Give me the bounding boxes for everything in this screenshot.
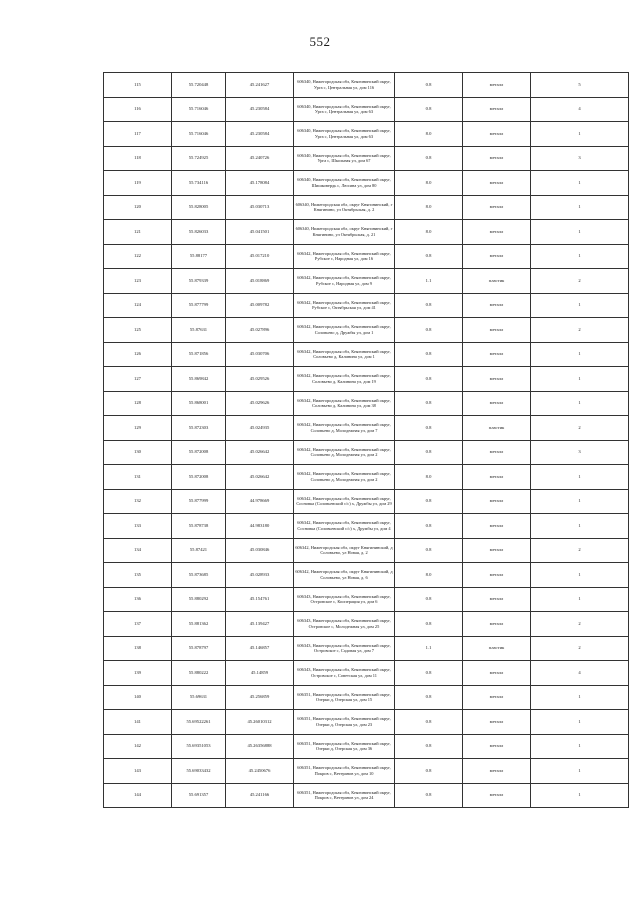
longitude-cell: 45.146857	[226, 636, 294, 661]
volume-cell: 8.0	[395, 563, 463, 588]
table-row	[104, 367, 629, 392]
container-count-cell: 2	[531, 612, 629, 637]
row-number-cell: 121	[104, 220, 172, 245]
material-cell: металл	[463, 220, 531, 245]
volume-cell: 0.8	[395, 489, 463, 514]
address-cell: 606342, Нижегородская обл, Княгининский округ, Рубское с, Октябрьская ул, дом 41	[294, 293, 395, 318]
material-cell: металл	[463, 612, 531, 637]
container-count-cell: 4	[531, 97, 629, 122]
address-cell: 606342, Нижегородская обл, Княгининский округ, Соловьево д, Дружбы ул, дом 1	[294, 318, 395, 343]
material-cell: металл	[463, 514, 531, 539]
address-cell: 606342, Нижегородская обл, округ Княгининский, д Соловьево, ул Новая, д. 6	[294, 563, 395, 588]
volume-cell: 0.8	[395, 783, 463, 808]
longitude-cell: 45.241627	[226, 73, 294, 98]
address-cell: 606342, Нижегородская обл, Княгининский округ, Соловьево д, Калинина ул, дом 38	[294, 391, 395, 416]
material-cell: металл	[463, 318, 531, 343]
row-number-cell: 132	[104, 489, 172, 514]
container-count-cell: 2	[531, 416, 629, 441]
latitude-cell: 55.69631	[172, 685, 226, 710]
material-cell: металл	[463, 587, 531, 612]
address-cell: 606342, Нижегородская обл, Княгининский округ, Соловьево д, Калинина ул, дом 1	[294, 342, 395, 367]
address-cell: 606342, Нижегородская обл, Княгининский округ, Соловьево д, Молодежная ул, дом 2	[294, 465, 395, 490]
volume-cell: 0.8	[395, 538, 463, 563]
volume-cell: 0.8	[395, 734, 463, 759]
address-cell: 606351, Нижегородская обл, Княгининский округ, Покров с, Ветеранов ул, дом 24	[294, 783, 395, 808]
material-cell: металл	[463, 710, 531, 735]
table-row	[104, 318, 629, 343]
longitude-cell: 45.240726	[226, 146, 294, 171]
longitude-cell: 45.26010312	[226, 710, 294, 735]
table-row	[104, 391, 629, 416]
table-row	[104, 97, 629, 122]
address-cell: 606351, Нижегородская обл, Княгининский округ, Озерки д, Озерская ул, дом 15	[294, 685, 395, 710]
table-row	[104, 685, 629, 710]
volume-cell: 8.0	[395, 195, 463, 220]
latitude-cell: 55.868001	[172, 391, 226, 416]
volume-cell: 8.0	[395, 122, 463, 147]
latitude-cell: 55.877799	[172, 293, 226, 318]
latitude-cell: 55.877999	[172, 489, 226, 514]
volume-cell: 0.8	[395, 97, 463, 122]
waste-container-sites-table	[103, 72, 629, 808]
longitude-cell: 45.2450676	[226, 759, 294, 784]
longitude-cell: 45.178084	[226, 171, 294, 196]
latitude-cell: 55.879339	[172, 269, 226, 294]
container-count-cell: 5	[531, 73, 629, 98]
longitude-cell: 45.009782	[226, 293, 294, 318]
longitude-cell: 45.030713	[226, 195, 294, 220]
container-count-cell: 1	[531, 367, 629, 392]
latitude-cell: 55.878738	[172, 514, 226, 539]
address-cell: 606351, Нижегородская обл, Княгининский округ, Покров с, Ветеранов ул, дом 10	[294, 759, 395, 784]
address-cell: 606340, Нижегородская обл, Княгининский округ, Урга с, Центральная ул, дом 63	[294, 122, 395, 147]
volume-cell: 0.8	[395, 391, 463, 416]
address-cell: 606340, Нижегородская обл, Княгининский округ, Урга с, Центральная ул, дом 63	[294, 97, 395, 122]
row-number-cell: 134	[104, 538, 172, 563]
material-cell: металл	[463, 293, 531, 318]
longitude-cell: 45.030706	[226, 342, 294, 367]
longitude-cell: 45.026642	[226, 465, 294, 490]
container-count-cell: 1	[531, 710, 629, 735]
table-row	[104, 783, 629, 808]
row-number-cell: 140	[104, 685, 172, 710]
latitude-cell: 55.87631	[172, 318, 226, 343]
container-count-cell: 1	[531, 783, 629, 808]
table-row	[104, 293, 629, 318]
material-cell: металл	[463, 367, 531, 392]
material-cell: металл	[463, 734, 531, 759]
material-cell: металл	[463, 391, 531, 416]
row-number-cell: 124	[104, 293, 172, 318]
row-number-cell: 117	[104, 122, 172, 147]
page-number: 552	[309, 34, 331, 49]
longitude-cell: 45.26356888	[226, 734, 294, 759]
volume-cell: 0.8	[395, 342, 463, 367]
container-count-cell: 1	[531, 734, 629, 759]
volume-cell: 8.0	[395, 171, 463, 196]
address-cell: 606340, Нижегородская обл, округ Княгининский, г Княгинино, ул Октябрьская, д. 2	[294, 195, 395, 220]
material-cell: металл	[463, 122, 531, 147]
row-number-cell: 138	[104, 636, 172, 661]
volume-cell: 0.8	[395, 759, 463, 784]
latitude-cell: 55.716046	[172, 122, 226, 147]
longitude-cell: 45.041501	[226, 220, 294, 245]
latitude-cell: 55.87421	[172, 538, 226, 563]
volume-cell: 0.8	[395, 293, 463, 318]
table-row	[104, 269, 629, 294]
volume-cell: 0.8	[395, 440, 463, 465]
volume-cell: 0.8	[395, 367, 463, 392]
material-cell: металл	[463, 685, 531, 710]
address-cell: 606342, Нижегородская обл, Княгининский округ, Соловьево д, Молодежная ул, дом 2	[294, 440, 395, 465]
volume-cell: 0.8	[395, 587, 463, 612]
table-row	[104, 416, 629, 441]
table-row	[104, 734, 629, 759]
longitude-cell: 45.028933	[226, 563, 294, 588]
latitude-cell: 55.873685	[172, 563, 226, 588]
latitude-cell: 55.691357	[172, 783, 226, 808]
row-number-cell: 130	[104, 440, 172, 465]
row-number-cell: 135	[104, 563, 172, 588]
container-count-cell: 1	[531, 465, 629, 490]
longitude-cell: 45.024935	[226, 416, 294, 441]
volume-cell: 0.8	[395, 416, 463, 441]
row-number-cell: 122	[104, 244, 172, 269]
address-cell: 606351, Нижегородская обл, Княгининский округ, Озерки д, Озерская ул, дом 36	[294, 734, 395, 759]
row-number-cell: 115	[104, 73, 172, 98]
container-count-cell: 1	[531, 195, 629, 220]
material-cell: металл	[463, 244, 531, 269]
row-number-cell: 120	[104, 195, 172, 220]
container-count-cell: 1	[531, 563, 629, 588]
material-cell: металл	[463, 538, 531, 563]
longitude-cell: 45.256859	[226, 685, 294, 710]
container-count-cell: 1	[531, 342, 629, 367]
latitude-cell: 55.880222	[172, 661, 226, 686]
row-number-cell: 116	[104, 97, 172, 122]
address-cell: 606342, Нижегородская обл, Княгининский округ, Соловьево д, Молодежная ул, дом 7	[294, 416, 395, 441]
latitude-cell: 55.872008	[172, 440, 226, 465]
row-number-cell: 129	[104, 416, 172, 441]
volume-cell: 0.8	[395, 612, 463, 637]
container-count-cell: 1	[531, 171, 629, 196]
row-number-cell: 136	[104, 587, 172, 612]
longitude-cell: 45.027896	[226, 318, 294, 343]
longitude-cell: 45.029626	[226, 391, 294, 416]
table-row	[104, 73, 629, 98]
longitude-cell: 44.978669	[226, 489, 294, 514]
row-number-cell: 126	[104, 342, 172, 367]
material-cell: металл	[463, 146, 531, 171]
address-cell: 606342, Нижегородская обл, Княгининский округ, Рубское с, Народная ул, дом 16	[294, 244, 395, 269]
longitude-cell: 45.018869	[226, 269, 294, 294]
material-cell: металл	[463, 97, 531, 122]
table-row	[104, 661, 629, 686]
address-cell: 606342, Нижегородская обл, Княгининский округ, Соловьево д, Калинина ул, дом 19	[294, 367, 395, 392]
volume-cell: 0.8	[395, 661, 463, 686]
latitude-cell: 55.828005	[172, 195, 226, 220]
volume-cell: 8.0	[395, 220, 463, 245]
latitude-cell: 55.724925	[172, 146, 226, 171]
material-cell: металл	[463, 342, 531, 367]
container-count-cell: 1	[531, 587, 629, 612]
container-count-cell: 4	[531, 661, 629, 686]
table-row	[104, 122, 629, 147]
row-number-cell: 125	[104, 318, 172, 343]
address-cell: 606342, Нижегородская обл, Княгининский округ, Сосновка (Соловьевский с/с) х, Дружбы ул, дом 4	[294, 514, 395, 539]
material-cell: металл	[463, 661, 531, 686]
material-cell: металл	[463, 73, 531, 98]
material-cell: металл	[463, 563, 531, 588]
latitude-cell: 55.869842	[172, 367, 226, 392]
table-row	[104, 342, 629, 367]
longitude-cell: 44.983180	[226, 514, 294, 539]
row-number-cell: 142	[104, 734, 172, 759]
row-number-cell: 131	[104, 465, 172, 490]
table-row	[104, 171, 629, 196]
container-count-cell: 1	[531, 122, 629, 147]
row-number-cell: 123	[104, 269, 172, 294]
volume-cell: 0.8	[395, 710, 463, 735]
latitude-cell: 55.871856	[172, 342, 226, 367]
material-cell: пластик	[463, 636, 531, 661]
latitude-cell: 55.69033432	[172, 759, 226, 784]
address-cell: 606340, Нижегородская обл, Княгининский округ, Урга с, Центральная ул, дом 116	[294, 73, 395, 98]
row-number-cell: 127	[104, 367, 172, 392]
material-cell: металл	[463, 440, 531, 465]
longitude-cell: 45.029526	[226, 367, 294, 392]
container-count-cell: 1	[531, 489, 629, 514]
row-number-cell: 141	[104, 710, 172, 735]
address-cell: 606342, Нижегородская обл, округ Княгининский, д Соловьево, ул Новая, д. 2	[294, 538, 395, 563]
latitude-cell: 55.878797	[172, 636, 226, 661]
row-number-cell: 143	[104, 759, 172, 784]
address-cell: 606351, Нижегородская обл, Княгининский округ, Озерки д, Озерская ул, дом 23	[294, 710, 395, 735]
row-number-cell: 144	[104, 783, 172, 808]
material-cell: пластик	[463, 269, 531, 294]
table-body	[104, 73, 629, 808]
longitude-cell: 45.230584	[226, 97, 294, 122]
table-row	[104, 465, 629, 490]
address-cell: 606343, Нижегородская обл, Княгининский округ, Островское с, Кооперация ул, дом 6	[294, 587, 395, 612]
volume-cell: 0.8	[395, 514, 463, 539]
table-row	[104, 563, 629, 588]
address-cell: 606343, Нижегородская обл, Княгининский округ, Островское с, Молодежная ул, дом 25	[294, 612, 395, 637]
latitude-cell: 55.720448	[172, 73, 226, 98]
latitude-cell: 55.716046	[172, 97, 226, 122]
longitude-cell: 45.030846	[226, 538, 294, 563]
volume-cell: 1.1	[395, 269, 463, 294]
table-row	[104, 538, 629, 563]
table-row	[104, 636, 629, 661]
longitude-cell: 45.017210	[226, 244, 294, 269]
address-cell: 606340, Нижегородская обл, Княгининский округ, Шишковердь с, Люсина ул, дом 80	[294, 171, 395, 196]
address-cell: 606340, Нижегородская обл, округ Княгининский, г Княгинино, ул Октябрьская, д. 21	[294, 220, 395, 245]
table-row	[104, 244, 629, 269]
table-row	[104, 146, 629, 171]
table-row	[104, 514, 629, 539]
address-cell: 606343, Нижегородская обл, Княгининский округ, Островское с, Советская ул, дом 11	[294, 661, 395, 686]
container-count-cell: 3	[531, 146, 629, 171]
row-number-cell: 133	[104, 514, 172, 539]
volume-cell: 8.0	[395, 465, 463, 490]
row-number-cell: 118	[104, 146, 172, 171]
container-count-cell: 1	[531, 685, 629, 710]
row-number-cell: 137	[104, 612, 172, 637]
container-count-cell: 1	[531, 293, 629, 318]
row-number-cell: 128	[104, 391, 172, 416]
volume-cell: 0.8	[395, 685, 463, 710]
latitude-cell: 55.881362	[172, 612, 226, 637]
container-count-cell: 1	[531, 244, 629, 269]
address-cell: 606340, Нижегородская обл, Княгининский округ, Урга с, Школьная ул, дом 67	[294, 146, 395, 171]
table-row	[104, 759, 629, 784]
table-row	[104, 195, 629, 220]
volume-cell: 0.8	[395, 146, 463, 171]
material-cell: пластик	[463, 416, 531, 441]
address-cell: 606342, Нижегородская обл, Княгининский округ, Сосновка (Соловьевский с/с) х, Дружбы ул, дом 29	[294, 489, 395, 514]
address-cell: 606343, Нижегородская обл, Княгининский округ, Островское с, Садовая ул, дом 7	[294, 636, 395, 661]
latitude-cell: 55.734116	[172, 171, 226, 196]
material-cell: металл	[463, 489, 531, 514]
row-number-cell: 119	[104, 171, 172, 196]
latitude-cell: 55.88177	[172, 244, 226, 269]
longitude-cell: 45.026642	[226, 440, 294, 465]
table-row	[104, 612, 629, 637]
material-cell: металл	[463, 465, 531, 490]
container-count-cell: 2	[531, 538, 629, 563]
material-cell: металл	[463, 195, 531, 220]
container-count-cell: 2	[531, 318, 629, 343]
volume-cell: 0.8	[395, 244, 463, 269]
container-count-cell: 2	[531, 636, 629, 661]
volume-cell: 0.8	[395, 318, 463, 343]
material-cell: металл	[463, 759, 531, 784]
row-number-cell: 139	[104, 661, 172, 686]
longitude-cell: 45.14859	[226, 661, 294, 686]
latitude-cell: 55.872303	[172, 416, 226, 441]
material-cell: металл	[463, 783, 531, 808]
latitude-cell: 55.69351053	[172, 734, 226, 759]
volume-cell: 0.8	[395, 73, 463, 98]
table-row	[104, 440, 629, 465]
container-count-cell: 1	[531, 220, 629, 245]
container-count-cell: 3	[531, 440, 629, 465]
longitude-cell: 45.154761	[226, 587, 294, 612]
longitude-cell: 45.230584	[226, 122, 294, 147]
longitude-cell: 45.139427	[226, 612, 294, 637]
container-count-cell: 2	[531, 269, 629, 294]
container-count-cell: 1	[531, 391, 629, 416]
table-row	[104, 489, 629, 514]
container-count-cell: 1	[531, 759, 629, 784]
latitude-cell: 55.880292	[172, 587, 226, 612]
address-cell: 606342, Нижегородская обл, Княгининский округ, Рубское с, Народная ул, дом 9	[294, 269, 395, 294]
table-row	[104, 710, 629, 735]
table-row	[104, 220, 629, 245]
table-row	[104, 587, 629, 612]
container-count-cell: 1	[531, 514, 629, 539]
latitude-cell: 55.69522261	[172, 710, 226, 735]
volume-cell: 1.1	[395, 636, 463, 661]
latitude-cell: 55.826033	[172, 220, 226, 245]
latitude-cell: 55.872008	[172, 465, 226, 490]
material-cell: металл	[463, 171, 531, 196]
longitude-cell: 45.241166	[226, 783, 294, 808]
